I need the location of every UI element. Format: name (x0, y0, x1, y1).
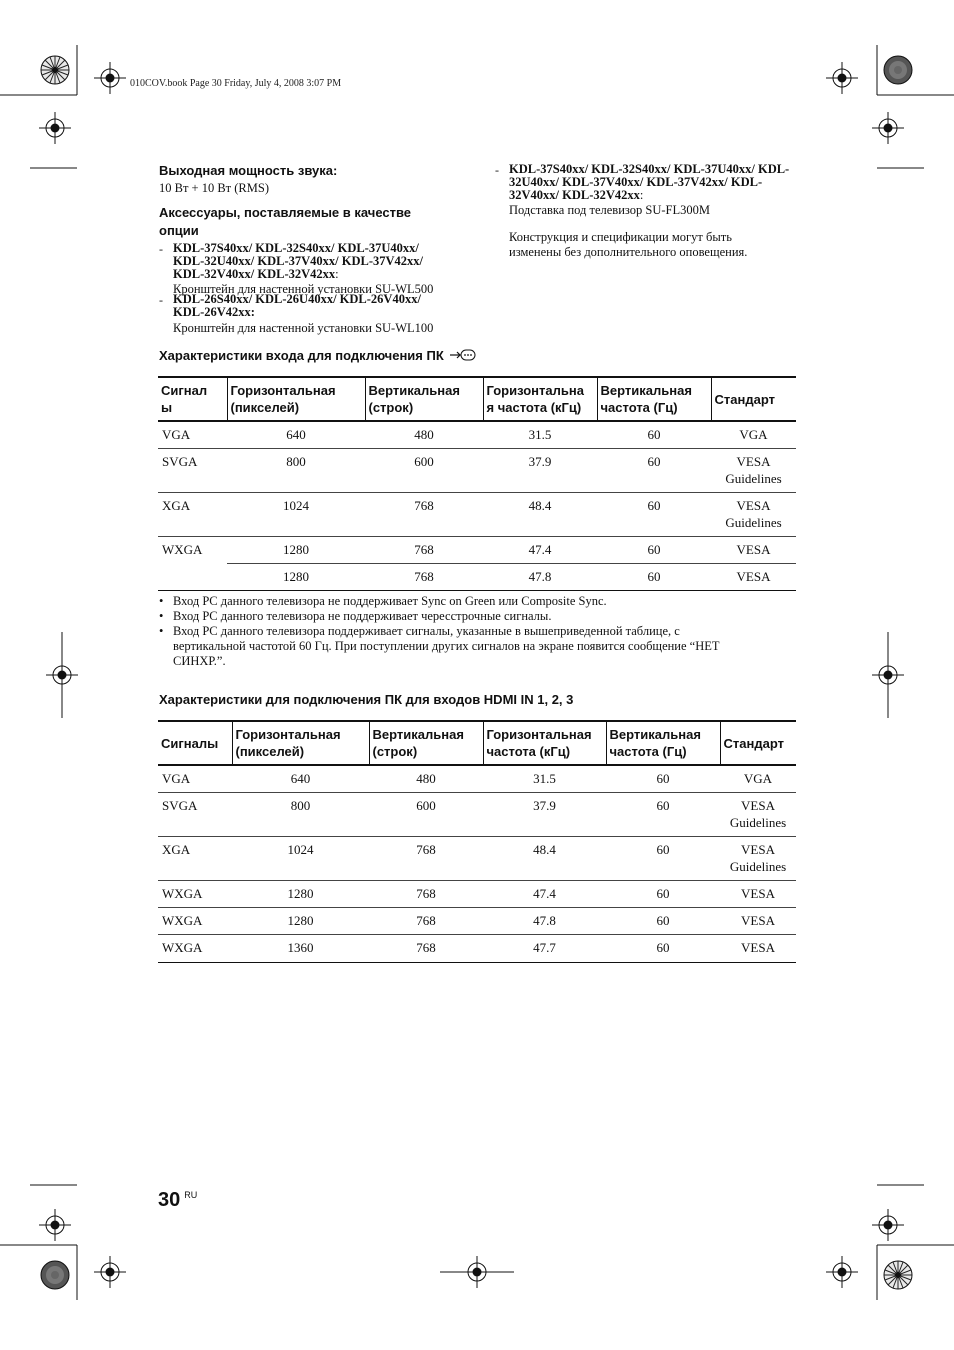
pc-input-icon (449, 348, 477, 362)
table-cell: 60 (597, 421, 711, 448)
table-cell: 480 (369, 765, 483, 792)
table-row (158, 492, 796, 536)
table-cell: 47.7 (483, 934, 606, 962)
stand-description: Подставка под телевизор SU-FL300M (509, 203, 710, 217)
model-list-line: KDL-26S40xx/ KDL-26U40xx/ KDL-26V40xx/ (173, 292, 421, 306)
table-cell: XGA (158, 492, 227, 536)
table-cell: 768 (369, 907, 483, 934)
column-header: Стандарт (720, 721, 796, 765)
pc-signal-table (158, 376, 796, 591)
table-row (158, 765, 796, 792)
accessory-item-wall-mount-100 (159, 293, 479, 336)
bullet-icon: • (159, 594, 164, 608)
page-number (158, 1189, 197, 1212)
page-language-code: RU (184, 1190, 198, 1200)
accessory-item-stand (495, 163, 805, 218)
table-cell: VESA (720, 907, 796, 934)
column-header: Сигналы (158, 721, 232, 765)
table-cell: 1360 (232, 934, 369, 962)
column-header: Стандарт (711, 377, 796, 421)
pc-input-heading-text: Характеристики входа для подключения ПК (159, 348, 444, 363)
table-cell: VGA (720, 765, 796, 792)
table-header-row (158, 377, 796, 421)
spec-change-note (509, 230, 809, 260)
table-row (158, 880, 796, 907)
page-number-value: 30 (158, 1189, 181, 1211)
table-cell: 768 (365, 492, 483, 536)
list-item: • Вход PC данного телевизора не поддерживает чересстрочные сигналы. (159, 609, 552, 623)
table-cell: 60 (606, 880, 720, 907)
model-list-line: KDL-32U40xx/ KDL-37V40xx/ KDL-37V42xx/ (173, 254, 423, 268)
table-cell: 1024 (227, 492, 365, 536)
spec-note-line-1: Конструкция и спецификации могут быть (509, 230, 732, 244)
table-cell: SVGA (158, 448, 227, 492)
audio-output-value: 10 Вт + 10 Вт (RMS) (159, 181, 270, 195)
table-cell: VESA Guidelines (720, 836, 796, 880)
table-cell: 60 (606, 934, 720, 962)
table-cell: 60 (606, 765, 720, 792)
table-cell: 768 (369, 880, 483, 907)
table-cell: VESA Guidelines (711, 492, 796, 536)
table-cell: 60 (606, 836, 720, 880)
column-header: Вертикальная (строк) (365, 377, 483, 421)
table-row (158, 536, 796, 563)
table-cell: 768 (365, 563, 483, 590)
table-cell: 31.5 (483, 765, 606, 792)
accessory-description: Кронштейн для настенной установки SU-WL100 (173, 321, 434, 335)
table-cell: 47.4 (483, 536, 597, 563)
table-cell: VESA (711, 563, 796, 590)
table-cell (158, 563, 227, 590)
accessories-heading-line-2: опции (159, 223, 199, 238)
table-header-row (158, 721, 796, 765)
table-cell: 1024 (232, 836, 369, 880)
table-cell: 768 (365, 536, 483, 563)
spec-note-line-2: изменены без дополнительного оповещения. (509, 245, 748, 259)
model-list-line (173, 268, 479, 281)
table-cell: 600 (365, 448, 483, 492)
column-header: Горизонтальная (пикселей) (232, 721, 369, 765)
table-cell: 60 (606, 792, 720, 836)
table-cell: WXGA (162, 541, 203, 557)
table-cell: 47.4 (483, 880, 606, 907)
column-header: Горизонтальная (пикселей) (227, 377, 365, 421)
table-cell: VGA (158, 421, 227, 448)
model-list-line: KDL-26V42xx: (173, 305, 255, 319)
table-row (158, 907, 796, 934)
table-cell: WXGA (158, 880, 232, 907)
table-cell: 1280 (227, 536, 365, 563)
table-cell: VESA Guidelines (711, 448, 796, 492)
table-row (158, 934, 796, 962)
table-cell: VESA Guidelines (720, 792, 796, 836)
accessories-heading-line-1: Аксессуары, поставляемые в качестве (159, 205, 412, 220)
model-list-line: 32U40xx/ KDL-37V40xx/ KDL-37V42xx/ KDL- (509, 175, 763, 189)
list-item: • Вход PC данного телевизора не поддерживает Sync on Green или Composite Sync. (159, 594, 607, 608)
table-cell: VESA (711, 536, 796, 563)
column-header: Вертикальная частота (Гц) (597, 377, 711, 421)
table-row (158, 792, 796, 836)
table-cell: 768 (369, 934, 483, 962)
column-header: Вертикальная частота (Гц) (606, 721, 720, 765)
table-cell: 60 (597, 563, 711, 590)
table-cell: 48.4 (483, 492, 597, 536)
model-list-text: KDL-32V40xx/ KDL-32V42xx (173, 267, 336, 281)
bullet-icon: • (159, 609, 164, 623)
accessory-description: Кронштейн для настенной установки SU-WL500 (173, 282, 434, 296)
accessories-heading (159, 204, 411, 240)
list-dash: - (159, 293, 163, 307)
table-row (158, 448, 796, 492)
list-dash: - (159, 242, 163, 256)
table-row (158, 563, 796, 590)
table-cell: 60 (597, 536, 711, 563)
audio-output-heading: Выходная мощность звука: (159, 163, 338, 178)
table-cell: 37.9 (483, 448, 597, 492)
table-cell: 48.4 (483, 836, 606, 880)
table-cell: 1280 (232, 880, 369, 907)
model-list-text: 32V40xx/ KDL-32V42xx (509, 188, 640, 202)
bullet-icon: • (159, 624, 164, 638)
column-header: Сигнал ы (158, 377, 227, 421)
table-cell: 60 (597, 492, 711, 536)
model-list-line: KDL-37S40xx/ KDL-32S40xx/ KDL-37U40xx/ KDL- (509, 162, 790, 176)
table-cell: 31.5 (483, 421, 597, 448)
table-cell: 47.8 (483, 907, 606, 934)
table-cell: 1280 (232, 907, 369, 934)
table-cell: 60 (606, 907, 720, 934)
hdmi-pc-heading: Характеристики для подключения ПК для входов HDMI IN 1, 2, 3 (159, 692, 574, 707)
table-cell: SVGA (158, 792, 232, 836)
table-cell: 640 (232, 765, 369, 792)
table-cell: 768 (369, 836, 483, 880)
list-item: • Вход PC данного телевизора поддерживает сигналы, указанные в вышеприведенной таблице, с вертикальной частотой 60 Гц. При поступлении других сигналов на экране появится сообщение “НЕТ СИНХР.”. (159, 624, 720, 668)
table-cell: 37.9 (483, 792, 606, 836)
accessory-item-wall-mount-500 (159, 242, 479, 297)
table-cell: 600 (369, 792, 483, 836)
table-cell: VGA (711, 421, 796, 448)
file-info-header: 010COV.book Page 30 Friday, July 4, 2008 3:07 PM (130, 78, 342, 89)
model-list-colon: : (335, 267, 339, 281)
table-cell: WXGA (158, 907, 232, 934)
table-cell: 60 (597, 448, 711, 492)
table-row (158, 421, 796, 448)
table-cell: VGA (158, 765, 232, 792)
model-list-line: KDL-37S40xx/ KDL-32S40xx/ KDL-37U40xx/ (173, 241, 419, 255)
column-header: Горизонтальная частота (кГц) (483, 721, 606, 765)
table-row (158, 836, 796, 880)
pc-notes-list (159, 594, 799, 669)
table-cell: 800 (227, 448, 365, 492)
table-cell: VESA (720, 880, 796, 907)
table-cell: 640 (227, 421, 365, 448)
table-cell: VESA (720, 934, 796, 962)
pc-input-heading (159, 348, 477, 363)
model-list-colon: : (639, 188, 644, 202)
table-cell: WXGA (158, 934, 232, 962)
model-list-line (509, 189, 805, 202)
table-cell: 1280 (227, 563, 365, 590)
list-dash: - (495, 163, 499, 177)
table-cell: 47.8 (483, 563, 597, 590)
column-header: Вертикальная (строк) (369, 721, 483, 765)
table-cell: XGA (158, 836, 232, 880)
hdmi-signal-table (158, 720, 796, 963)
column-header: Горизонтальна я частота (кГц) (483, 377, 597, 421)
table-cell: 480 (365, 421, 483, 448)
table-cell: 800 (232, 792, 369, 836)
